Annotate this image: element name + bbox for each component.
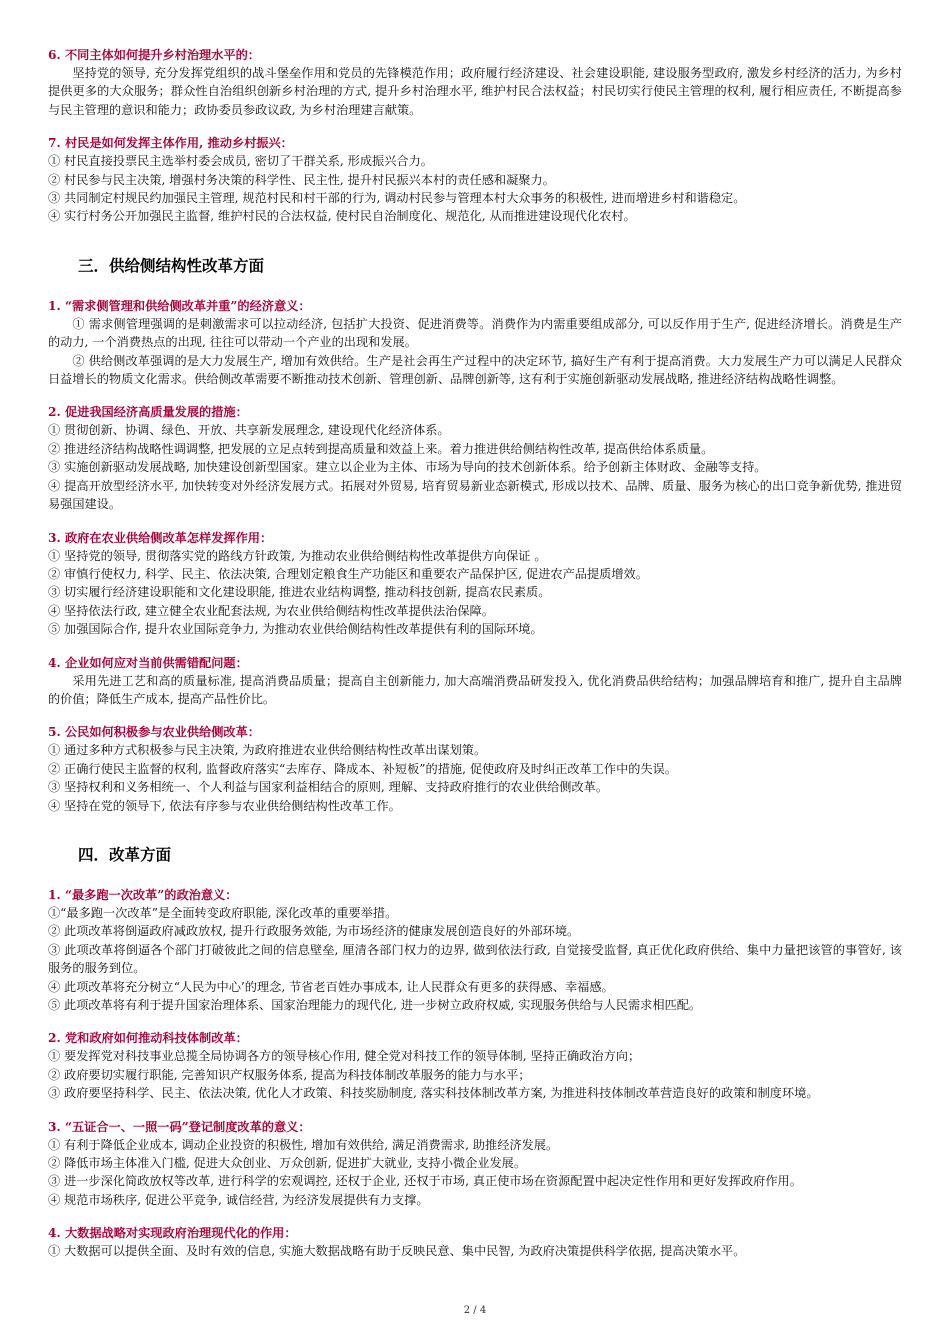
list-item: ① 有利于降低企业成本, 调动企业投资的积极性, 增加有效供给, 满足消费需求, 助推经济发展。: [48, 1137, 559, 1152]
list-item: ④ 坚持在党的领导下, 依法有序参与农业供给侧结构性改革工作。: [48, 798, 401, 813]
paragraph: 采用先进工艺和高的质量标准, 提高消费品质量；提高自主创新能力, 加大高端消费品研发投入, 优化消费品供给结构；加强品牌培育和推广, 提升自主品牌的价值；降低生产成本, 提高产品性价比。: [48, 673, 902, 706]
question-title: 4. 大数据战略对实现政府治理现代化的作用：: [48, 1226, 297, 1241]
list-item: ③ 政府要坚持科学、民主、依法决策, 优化人才政策、科技奖励制度, 落实科技体制改革方案, 为推进科技体制改革营造良好的政策和制度环境。: [48, 1086, 819, 1101]
list-item: ② 降低市场主体准入门槛, 促进大众创业、万众创新, 促进扩大就业, 支持小微企业发展。: [48, 1156, 527, 1171]
list-item: ③ 实施创新驱动发展战略, 加快建设创新型国家。建立以企业为主体、市场为导向的技术创新体系。给予创新主体财政、金融等支持。: [48, 460, 767, 475]
list-item: ③ 切实履行经济建设职能和文化建设职能, 推进农业结构调整, 推动科技创新, 提高农民素质。: [48, 585, 551, 600]
question-block: [48, 1030, 902, 1102]
list-item: ① 通过多种方式积极参与民主决策, 为政府推进农业供给侧结构性改革出谋划策。: [48, 743, 487, 758]
question-block: [48, 404, 902, 513]
page-number: 2 / 4: [463, 1305, 487, 1316]
list-item: ⑤ 此项改革将有利于提升国家治理体系、国家治理能力的现代化, 进一步树立政府权威, 实现服务供给与人民需求相匹配。: [48, 998, 702, 1012]
question-title: 3. “五证合一、一照一码”登记制度改革的意义：: [48, 1119, 311, 1134]
question-block: [48, 135, 902, 226]
question-block: [48, 724, 902, 815]
list-item: ① 贯彻创新、协调、绿色、开放、共享新发展理念, 建设现代化经济体系。: [48, 423, 450, 438]
list-item: ④ 坚持依法行政, 建立健全农业配套法规, 为农业供给侧结构性改革提供法治保障。: [48, 603, 494, 618]
list-item: ② 正确行使民主监督的权利, 监督政府落实“去库存、降成本、补短板”的措施, 促使政府及时纠正改革工作中的失误。: [48, 761, 678, 776]
paragraph: ② 供给侧改革强调的是大力发展生产, 增加有效供给。生产是社会再生产过程中的决定环节, 搞好生产有利于提高消费。大力发展生产力可以满足人民群众日益增长的物质文化需求。供给侧改革需要不断推动技术创新、管理创新、品牌创新等, 这有利于实施创新驱动发展战略, 推进经济结构战略性调整。: [48, 353, 902, 387]
list-item: ③ 进一步深化简政放权等改革, 进行科学的宏观调控, 还权于企业, 还权于市场, 真正使市场在资源配置中起决定性作用和更好发挥政府作用。: [48, 1174, 802, 1189]
list-item: ③ 共同制定村规民约加强民主管理, 规范村民和村干部的行为, 调动村民参与管理本村大众事务的积极性, 进而增进乡村和谐稳定。: [48, 191, 746, 206]
list-item: ① 要发挥党对科技事业总揽全局协调各方的领导核心作用, 健全党对科技工作的领导体制, 坚持正确政治方向；: [48, 1049, 641, 1064]
question-title: 4. 企业如何应对当前供需错配问题：: [48, 655, 248, 670]
question-title: 2. 促进我国经济高质量发展的措施：: [48, 405, 248, 420]
section-heading: 四．改革方面: [78, 845, 172, 864]
list-item: ④ 实行村务公开加强民主监督, 维护村民的合法权益, 使村民自治制度化、规范化, 从而推进建设现代化农村。: [48, 209, 636, 224]
list-item: ④ 规范市场秩序, 促进公平竞争, 诚信经营, 为经济发展提供有力支撑。: [48, 1192, 429, 1207]
list-item: ① 大数据可以提供全面、及时有效的信息, 实施大数据战略有助于反映民意、集中民智, 为政府决策提供科学依据, 提高决策水平。: [48, 1244, 746, 1259]
question-title: 7. 村民是如何发挥主体作用, 推动乡村振兴：: [48, 136, 293, 151]
question-block: [48, 1225, 902, 1260]
list-item: ② 推进经济结构战略性调调整, 把发展的立足点转到提高质量和效益上来。着力推进供给侧结构性改革, 提高供给体系质量。: [48, 441, 714, 456]
list-item: ② 村民参与民主决策, 增强村务决策的科学性、民主性, 提升村民振兴本村的责任感和凝聚力。: [48, 172, 555, 187]
question-block: [48, 530, 902, 639]
question-block: [48, 887, 902, 1014]
question-block: [48, 1119, 902, 1210]
list-item: ① 村民直接投票民主选举村委会成员, 密切了干群关系, 形成振兴合力。: [48, 154, 433, 169]
list-item: ③ 此项改革将倒逼各个部门打破彼此之间的信息壁垒, 厘清各部门权力的边界, 做到依法行政, 自觉接受监督, 真正优化政府供给、集中力量把该管的事管好, 该服务的服务到位。: [48, 942, 902, 976]
question-title: 2. 党和政府如何推动科技体制改革：: [48, 1031, 248, 1046]
question-block: [48, 655, 902, 709]
list-item: ④ 提高开放型经济水平, 加快转变对外经济发展方式。拓展对外贸易, 培育贸易新业态新模式, 形成以技术、品牌、质量、服务为核心的出口竞争新优势, 推进贸易强国建设。: [48, 478, 902, 512]
question-block: [48, 298, 902, 389]
question-title: 1. “需求侧管理和供给侧改革并重”的经济意义：: [48, 298, 311, 313]
paragraph: 坚持党的领导, 充分发挥党组织的战斗堡垒作用和党员的先锋模范作用；政府履行经济建设、社会建设职能, 建设服务型政府, 激发乡村经济的活力, 为乡村提供更多的大众服务；群众性自治组织创新乡村治理的方式, 提升乡村治理水平, 维护村民合法权益；村民切实行使民主管理的权利, 履行相应责任, 不断提高参与民主管理的意识和能力；政协委员参政议政, 为乡村治理建言献策。: [48, 66, 902, 117]
list-item: ① 坚持党的领导, 贯彻落实党的路线方针政策, 为推动农业供给侧结构性改革提供方向保证 。: [48, 548, 547, 563]
question-title: 3. 政府在农业供给侧改革怎样发挥作用：: [48, 530, 273, 545]
list-item: ② 审慎行使权力, 科学、民主、依法决策, 合理划定粮食生产功能区和重要农产品保护区, 促进农产品提质增效。: [48, 566, 648, 581]
document-page: [48, 47, 902, 1261]
list-item: ② 此项改革将倒逼政府减政放权, 提升行政服务效能, 为市场经济的健康发展创造良好的外部环境。: [48, 924, 580, 939]
paragraph: ① 需求侧管理强调的是刺激需求可以拉动经济, 包括扩大投资、促进消费等。消费作为内需重要组成部分, 可以反作用于生产, 促进经济增长。消费是生产的动力, 一个消费热点的出现, 往往可以带动一个产业的出现和发展。: [48, 316, 902, 350]
list-item: ② 政府要切实履行职能, 完善知识产权服务体系, 提高为科技体制改革服务的能力与水平；: [48, 1067, 531, 1082]
question-block: [48, 47, 902, 119]
section-heading: 三．供给侧结构性改革方面: [78, 256, 265, 275]
list-item: ⑤ 加强国际合作, 提升农业国际竞争力, 为推动农业供给侧结构性改革提供有利的国际环境。: [48, 622, 543, 637]
question-title: 1. “最多跑一次改革”的政治意义：: [48, 887, 238, 902]
list-item: ③ 坚持权利和义务相统一、个人利益与国家利益相结合的原则, 理解、支持政府推行的农业供给侧改革。: [48, 780, 609, 795]
list-item: ④ 此项改革将充分树立“人民为中心’的理念, 节省老百姓办事成本, 让人民群众有更多的获得感、幸福感。: [48, 979, 614, 994]
question-title: 5. 公民如何积极参与农业供给侧改革：: [48, 725, 260, 740]
question-title: 6. 不同主体如何提升乡村治理水平的：: [48, 48, 260, 62]
list-item: ①“最多跑一次改革”是全面转变政府职能, 深化改革的重要举措。: [48, 905, 398, 920]
